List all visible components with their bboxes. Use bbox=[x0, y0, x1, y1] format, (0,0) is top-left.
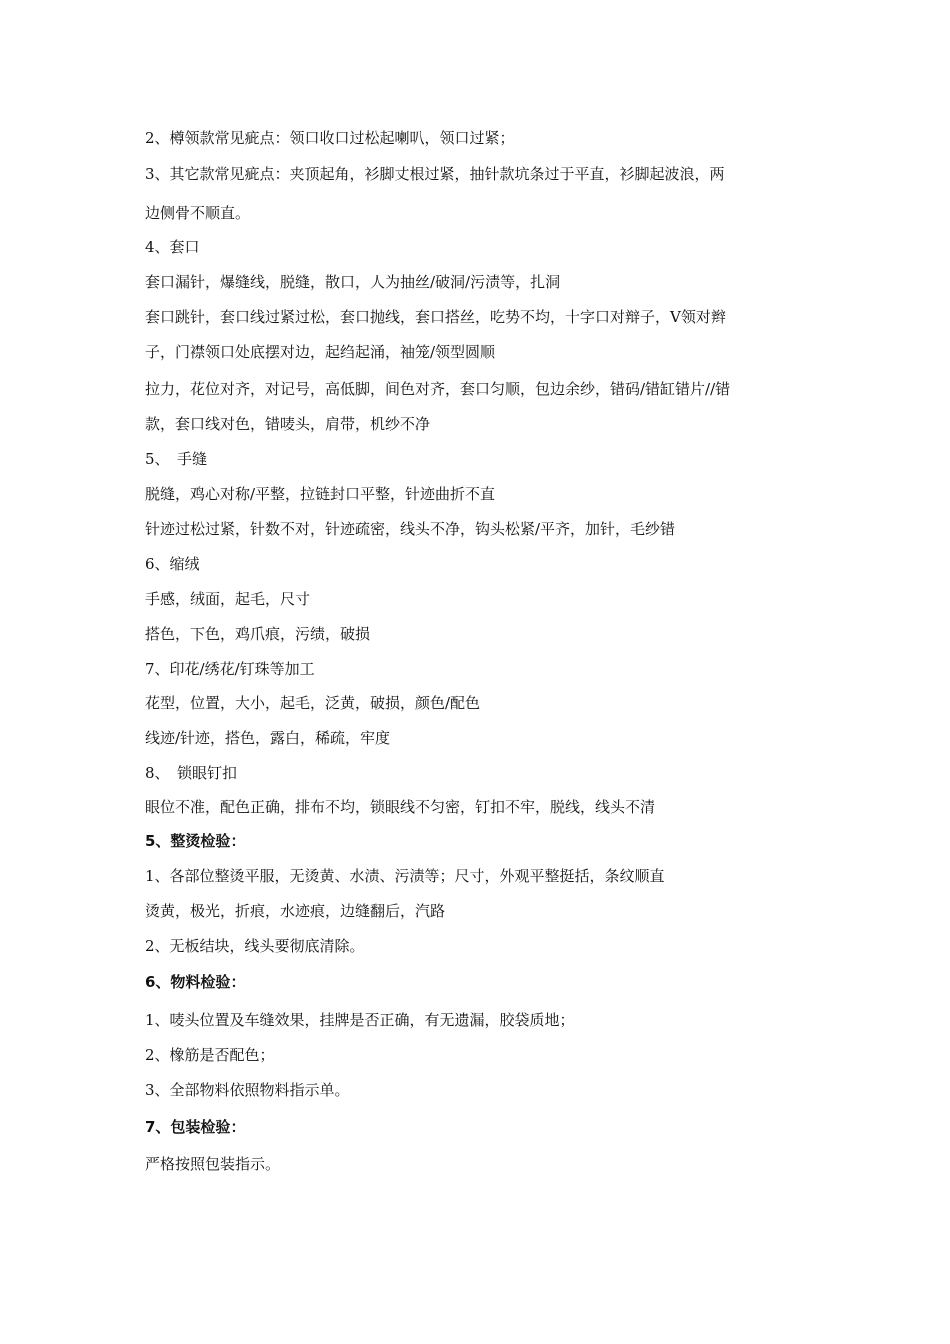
section-heading: 8、 锁眼钉扣 bbox=[145, 764, 238, 782]
text-line: 3、其它款常见疵点：夹顶起角，衫脚丈根过紧，抽针款坑条过于平直，衫脚起波浪，两 bbox=[145, 165, 725, 183]
text-line: 子，门襟领口处底摆对边，起绉起涌，袖笼/领型圆顺 bbox=[145, 343, 496, 361]
section-heading: 5、 手缝 bbox=[145, 450, 208, 468]
section-heading: 4、套口 bbox=[145, 238, 200, 256]
text-line: 款，套口线对色，错唛头，肩带，机纱不净 bbox=[145, 415, 431, 433]
bold-heading: 6、物料检验： bbox=[145, 973, 246, 991]
text-line: 眼位不准，配色正确，排布不均，锁眼线不匀密，钉扣不牢，脱线，线头不清 bbox=[145, 798, 656, 816]
text-line: 边侧骨不顺直。 bbox=[145, 204, 251, 222]
text-line: 2、无板结块，线头要彻底清除。 bbox=[145, 937, 365, 955]
text-line: 1、各部位整烫平服，无烫黄、水渍、污渍等；尺寸，外观平整挺括，条纹顺直 bbox=[145, 867, 665, 885]
text-line: 套口跳针，套口线过紧过松，套口抛线，套口搭丝，吃势不均，十字口对辩子，V领对辫 bbox=[145, 308, 726, 326]
text-line: 拉力，花位对齐，对记号，高低脚，间色对齐，套口匀顺，包边余纱，错码/错缸错片//错 bbox=[145, 380, 731, 398]
text-line: 搭色，下色，鸡爪痕，污绩，破损 bbox=[145, 625, 371, 643]
text-line: 2、樽领款常见疵点：领口收口过松起喇叭，领口过紧； bbox=[145, 129, 515, 147]
text-line: 2、橡筋是否配色； bbox=[145, 1046, 275, 1064]
text-line: 手感，绒面，起毛，尺寸 bbox=[145, 590, 311, 608]
text-line: 脱缝，鸡心对称/平整，拉链封口平整，针迹曲折不直 bbox=[145, 485, 496, 503]
text-line: 1、唛头位置及车缝效果，挂牌是否正确，有无遗漏，胶袋质地； bbox=[145, 1011, 575, 1029]
text-line: 烫黄，极光，折痕，水迹痕，边缝翻后，汽路 bbox=[145, 902, 446, 920]
text-line: 针迹过松过紧，针数不对，针迹疏密，线头不净，钩头松紧/平齐，加针，毛纱错 bbox=[145, 520, 676, 538]
text-line: 严格按照包装指示。 bbox=[145, 1155, 281, 1173]
text-line: 3、全部物料依照物料指示单。 bbox=[145, 1081, 350, 1099]
text-line: 线迹/针迹，搭色，露白，稀疏，牢度 bbox=[145, 729, 391, 747]
bold-heading: 7、包装检验： bbox=[145, 1118, 246, 1136]
text-line: 花型，位置，大小，起毛，泛黄，破损，颜色/配色 bbox=[145, 694, 481, 712]
bold-heading: 5、整烫检验： bbox=[145, 832, 246, 850]
section-heading: 6、缩绒 bbox=[145, 555, 200, 573]
text-line: 套口漏针，爆缝线，脱缝，散口，人为抽丝/破洞/污渍等，扎洞 bbox=[145, 273, 561, 291]
section-heading: 7、印花/绣花/钉珠等加工 bbox=[145, 660, 315, 678]
